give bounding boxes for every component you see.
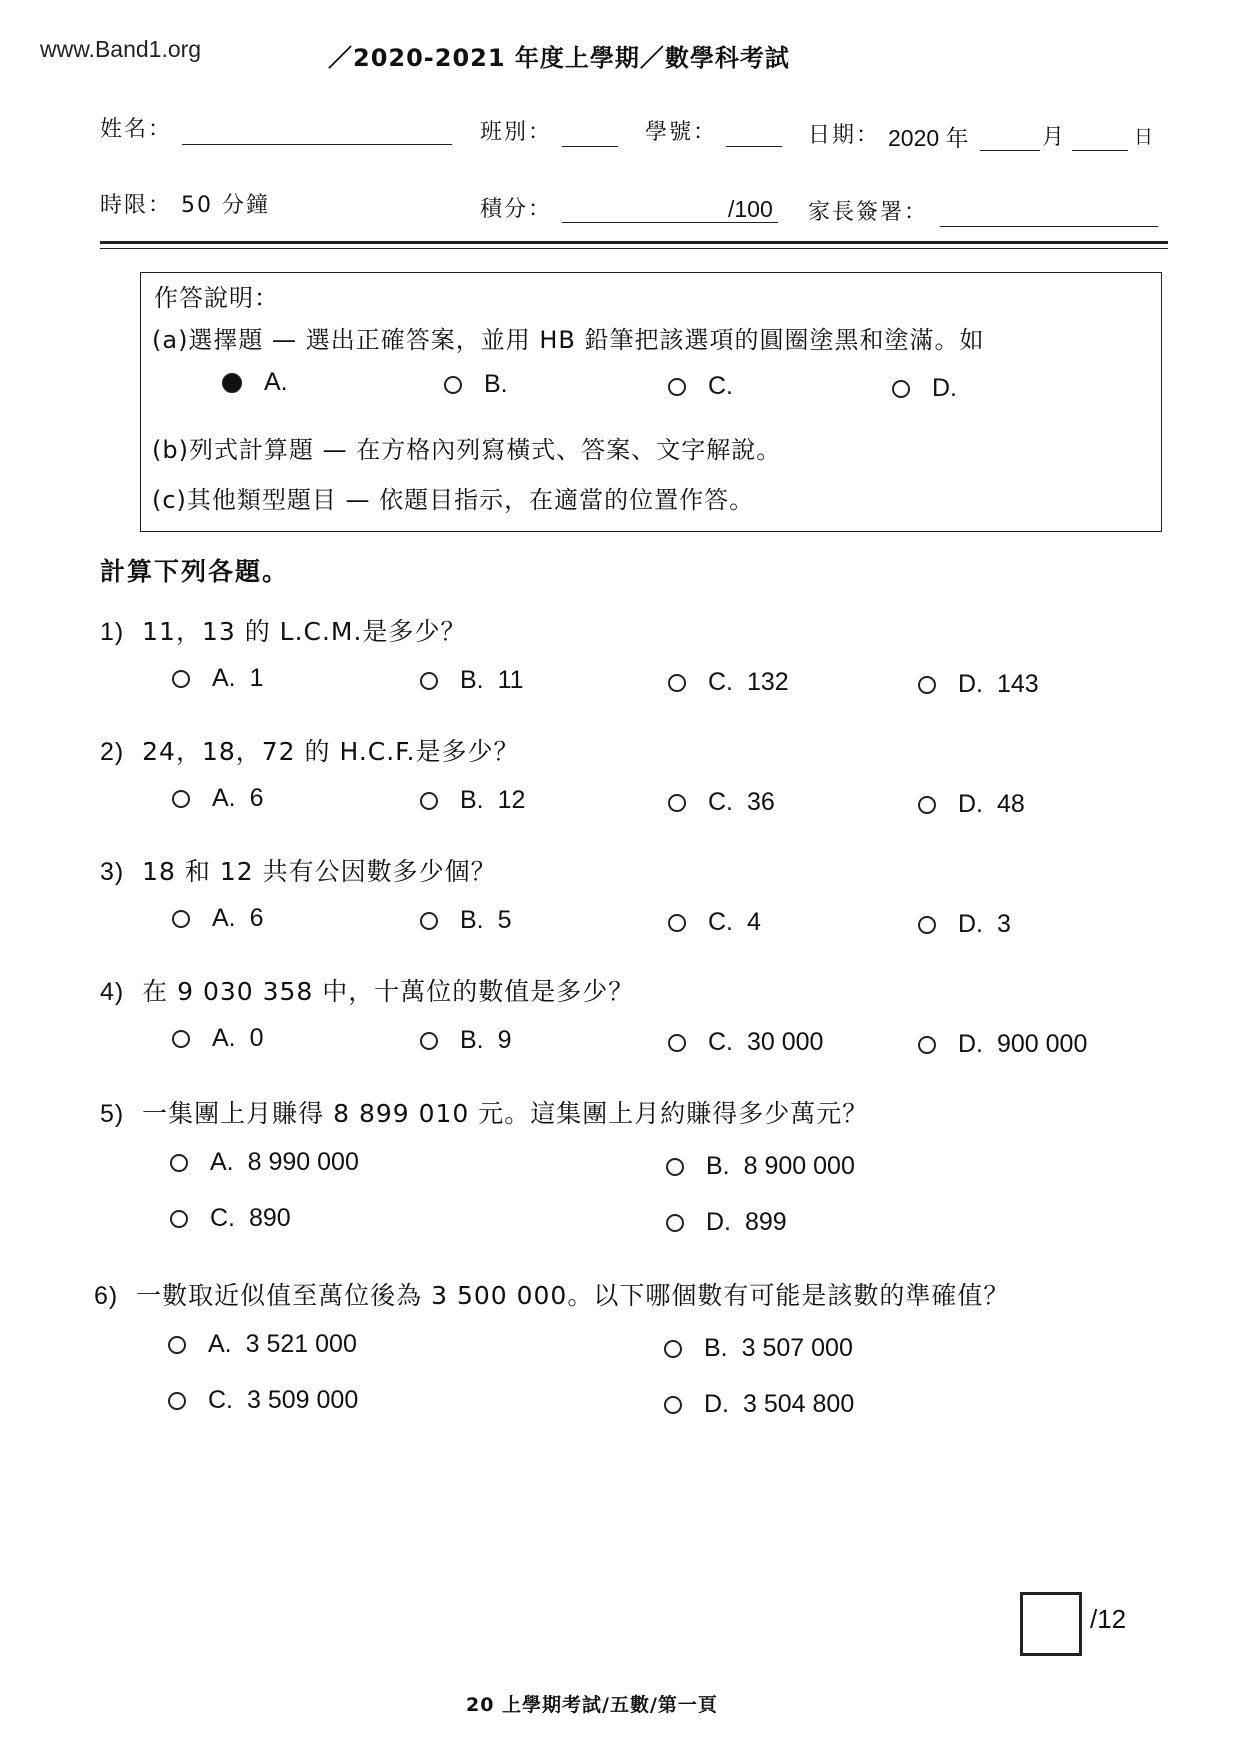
q6-option-c[interactable]: C. 3 509 000	[168, 1386, 358, 1415]
q5-option-d[interactable]: D. 899	[666, 1208, 787, 1237]
circle-icon	[172, 790, 190, 808]
q2-option-c[interactable]: C. 36	[668, 788, 775, 817]
example-option-b: B.	[444, 370, 508, 399]
circle-icon	[168, 1392, 186, 1410]
filled-circle-icon	[222, 373, 242, 393]
class-label: 班別：	[480, 120, 553, 145]
circle-icon	[668, 674, 686, 692]
q5-option-a[interactable]: A. 8 990 000	[170, 1148, 359, 1177]
circle-icon	[420, 672, 438, 690]
q6-option-b[interactable]: B. 3 507 000	[664, 1334, 853, 1363]
q6-option-a[interactable]: A. 3 521 000	[168, 1330, 357, 1359]
q2-option-a[interactable]: A. 6	[172, 784, 264, 813]
example-option-c: C.	[668, 372, 733, 401]
circle-icon	[918, 676, 936, 694]
circle-icon	[668, 1034, 686, 1052]
instruction-b: (b)列式計算題 — 在方格內列寫橫式、答案、文字解說。	[152, 436, 782, 464]
time-limit: 時限： 50 分鐘	[100, 193, 270, 218]
date-day-line[interactable]	[1072, 150, 1128, 151]
q4-option-a[interactable]: A. 0	[172, 1024, 264, 1053]
q3-option-a[interactable]: A. 6	[172, 904, 264, 933]
page-footer: 20 上學期考試/五數/第一頁	[466, 1694, 718, 1716]
class-line[interactable]	[562, 146, 618, 147]
score-label: 積分：	[480, 197, 553, 222]
question-3: 3) 18 和 12 共有公因數多少個？	[100, 857, 497, 886]
question-6: 6) 一數取近似值至萬位後為 3 500 000。以下哪個數有可能是該數的準確值？	[94, 1281, 1010, 1310]
q1-option-d[interactable]: D. 143	[918, 670, 1039, 699]
date-month-line[interactable]	[980, 150, 1040, 151]
circle-icon	[172, 670, 190, 688]
q5-option-c[interactable]: C. 890	[170, 1204, 291, 1233]
q4-option-b[interactable]: B. 9	[420, 1026, 512, 1055]
score-box[interactable]	[1020, 1592, 1082, 1656]
circle-icon	[918, 1036, 936, 1054]
circle-icon	[168, 1336, 186, 1354]
exam-title: ／2020-2021 年度上學期／數學科考試	[328, 44, 790, 72]
circle-icon	[664, 1396, 682, 1414]
student-number-line[interactable]	[726, 146, 782, 147]
instruction-c: (c)其他類型題目 — 依題目指示，在適當的位置作答。	[152, 486, 755, 514]
q3-option-c[interactable]: C. 4	[668, 908, 761, 937]
q3-option-b[interactable]: B. 5	[420, 906, 512, 935]
q2-option-b[interactable]: B. 12	[420, 786, 525, 815]
student-number-label: 學號：	[645, 120, 718, 145]
section-title: 計算下列各題。	[100, 557, 290, 586]
circle-icon	[172, 1030, 190, 1048]
circle-icon	[668, 378, 686, 396]
circle-icon	[918, 916, 936, 934]
q3-option-d[interactable]: D. 3	[918, 910, 1011, 939]
circle-icon	[918, 796, 936, 814]
score-total: /100	[728, 196, 773, 222]
circle-icon	[170, 1210, 188, 1228]
circle-icon	[172, 910, 190, 928]
header-divider-thin	[100, 248, 1168, 249]
date-year: 2020 年	[888, 125, 969, 151]
q4-option-c[interactable]: C. 30 000	[668, 1028, 823, 1057]
date-label: 日期：	[808, 123, 881, 148]
q1-option-b[interactable]: B. 11	[420, 666, 524, 695]
score-box-total: /12	[1090, 1604, 1127, 1634]
circle-icon	[666, 1214, 684, 1232]
circle-icon	[420, 912, 438, 930]
q2-option-d[interactable]: D. 48	[918, 790, 1025, 819]
name-line[interactable]	[182, 144, 452, 145]
circle-icon	[420, 1032, 438, 1050]
circle-icon	[892, 380, 910, 398]
circle-icon	[444, 376, 462, 394]
instruction-a: (a)選擇題 — 選出正確答案，並用 HB 鉛筆把該選項的圓圈塗黑和塗滿。如	[152, 326, 985, 354]
question-5: 5) 一集團上月賺得 8 899 010 元。這集團上月約賺得多少萬元？	[100, 1099, 869, 1128]
question-4: 4) 在 9 030 358 中，十萬位的數值是多少？	[100, 977, 635, 1006]
q4-option-d[interactable]: D. 900 000	[918, 1030, 1087, 1059]
circle-icon	[668, 914, 686, 932]
date-day-label: 日	[1134, 126, 1156, 148]
date-month-label: 月	[1042, 125, 1067, 150]
example-option-a: A.	[222, 368, 288, 397]
parent-signature-label: 家長簽署：	[808, 200, 929, 225]
circle-icon	[420, 792, 438, 810]
site-watermark: www.Band1.org	[40, 36, 202, 62]
circle-icon	[668, 794, 686, 812]
circle-icon	[664, 1340, 682, 1358]
parent-signature-line[interactable]	[940, 226, 1158, 227]
q1-option-c[interactable]: C. 132	[668, 668, 789, 697]
q1-option-a[interactable]: A. 1	[172, 664, 264, 693]
question-2: 2) 24，18，72 的 H.C.F.是多少？	[100, 737, 520, 766]
circle-icon	[170, 1154, 188, 1172]
question-1: 1) 11，13 的 L.C.M.是多少？	[100, 617, 467, 646]
q5-option-b[interactable]: B. 8 900 000	[666, 1152, 855, 1181]
q6-option-d[interactable]: D. 3 504 800	[664, 1390, 854, 1419]
header-divider	[100, 241, 1168, 244]
example-option-d: D.	[892, 374, 957, 403]
name-label: 姓名：	[100, 117, 173, 142]
circle-icon	[666, 1158, 684, 1176]
instructions-heading: 作答說明：	[154, 284, 279, 312]
